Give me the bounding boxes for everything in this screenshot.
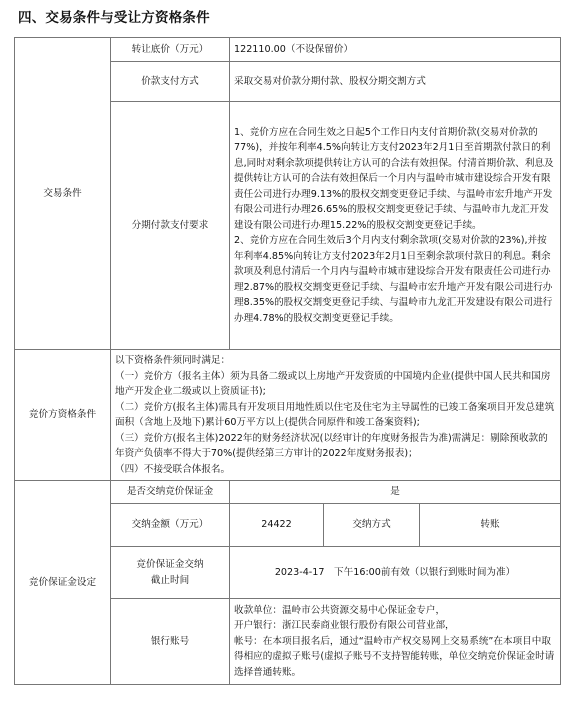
bidder-qualification-text — [111, 350, 561, 481]
installment-requirements — [230, 102, 561, 350]
installment-paragraph: 2、竞价方应在合同生效后3个月内支付剩余款项(交易对价款的23%),并按年利率4.85%向转让方支付2023年2月1日至剩余款项付款日的利息。剩余款项及利息付清后一个月内与温岭市城市建设综合开发有限责任公司进行办理2.87%的股权交割变更登记手续、与温岭市宏升地产开发有限公司进行办理8.35%的股权交割变更登记手续、与温岭市九龙汇开发建设有限公司进行办理4.78%的股权交割变更登记手续。 — [234, 235, 553, 324]
price-row — [15, 38, 561, 62]
payment-method-value: 采取交易对价款分期付款、股权分期交割方式 — [230, 62, 561, 102]
qualification-line: （二）竞价方(报名主体)需具有开发项目用地性质以住宅及住宅为主导属性的已竣工备案项目开发总建筑面积（含地上及地下)累计60万平方以上(提供合同原件和竣工备案资料); — [115, 401, 555, 428]
deposit-section-label: 竞价保证金设定 — [15, 481, 111, 685]
qualification-line: （三）竞价方(报名主体)2022年的财务经济状况(以经审计的年度财务报告为准)需满足：剔除预收款的年资产负债率不得大于70%(提供经第三方审计的2022年度财务报表)； — [115, 432, 548, 459]
bidder-qualification-row — [15, 350, 561, 481]
section-title: 四、交易条件与受让方资格条件 — [18, 10, 210, 26]
deposit-deadline-label-line: 截止时间 — [150, 574, 190, 586]
deposit-pay-method-value: 转账 — [420, 504, 561, 547]
bank-detail-line: 开户银行：浙江民泰商业银行股份有限公司营业部， — [234, 620, 455, 632]
deposit-deadline-label-line: 竞价保证金交纳 — [136, 559, 204, 570]
deposit-required-label: 是否交纳竞价保证金 — [111, 481, 230, 504]
qualification-line: （一）竞价方（报名主体）须为具备二级或以上房地产开发资质的中国境内企业(提供中国人民共和国房地产开发企业二级或以上资质证书); — [115, 370, 551, 397]
bank-account-details — [230, 599, 561, 685]
conditions-table — [14, 37, 561, 685]
qualification-line: 以下资格条件须同时满足： — [115, 355, 231, 366]
deposit-required-row — [15, 481, 561, 504]
trade-section-label: 交易条件 — [15, 38, 111, 350]
deposit-amount-label: 交纳金额（万元） — [111, 504, 230, 547]
qualification-line: （四）不接受联合体报名。 — [115, 463, 231, 475]
deposit-deadline-value: 2023-4-17 下午16:00前有效（以银行到账时间为准） — [230, 547, 561, 599]
installment-label: 分期付款支付要求 — [111, 102, 230, 350]
price-label: 转让底价（万元） — [111, 38, 230, 62]
deposit-required-value: 是 — [230, 481, 561, 504]
deposit-pay-method-label: 交纳方式 — [324, 504, 420, 547]
price-value: 122110.00（不设保留价） — [230, 38, 561, 62]
bidder-section-label: 竞价方资格条件 — [15, 350, 111, 481]
installment-paragraph: 1、竞价方应在合同生效之日起5个工作日内支付首期价款(交易对价款的77%)，并按年利率4.5%向转让方支付2023年2月1日至首期款付款日的利息,同时对剩余款项提供转让方认可的合法有效担保。付清首期价款、利息及提供转让方认可的合法有效担保后一个月内与温岭市城市建设综合开发有限责任公司进行办理9.13%的股权交割变更登记手续、与温岭市宏升地产开发有限公司进行办理26.65%的股权交割变更登记手续、与温岭市九龙汇开发建设有限公司进行办理15.22%的股权交割变更登记手续。 — [234, 126, 554, 231]
bank-detail-line: 收款单位：温岭市公共资源交易中心保证金专户， — [234, 604, 446, 616]
bank-detail-line: 帐号：在本项目报名后，通过“温岭市产权交易网上交易系统”在本项目中取得相应的虚拟子账号(虚拟子账号不支持智能转账，单位交纳竞价保证金时请选择普通转账。 — [234, 635, 555, 678]
payment-method-label: 价款支付方式 — [111, 62, 230, 102]
bank-account-label: 银行账号 — [111, 599, 230, 685]
deposit-amount-value: 24422 — [230, 504, 324, 547]
deposit-deadline-label — [111, 547, 230, 599]
